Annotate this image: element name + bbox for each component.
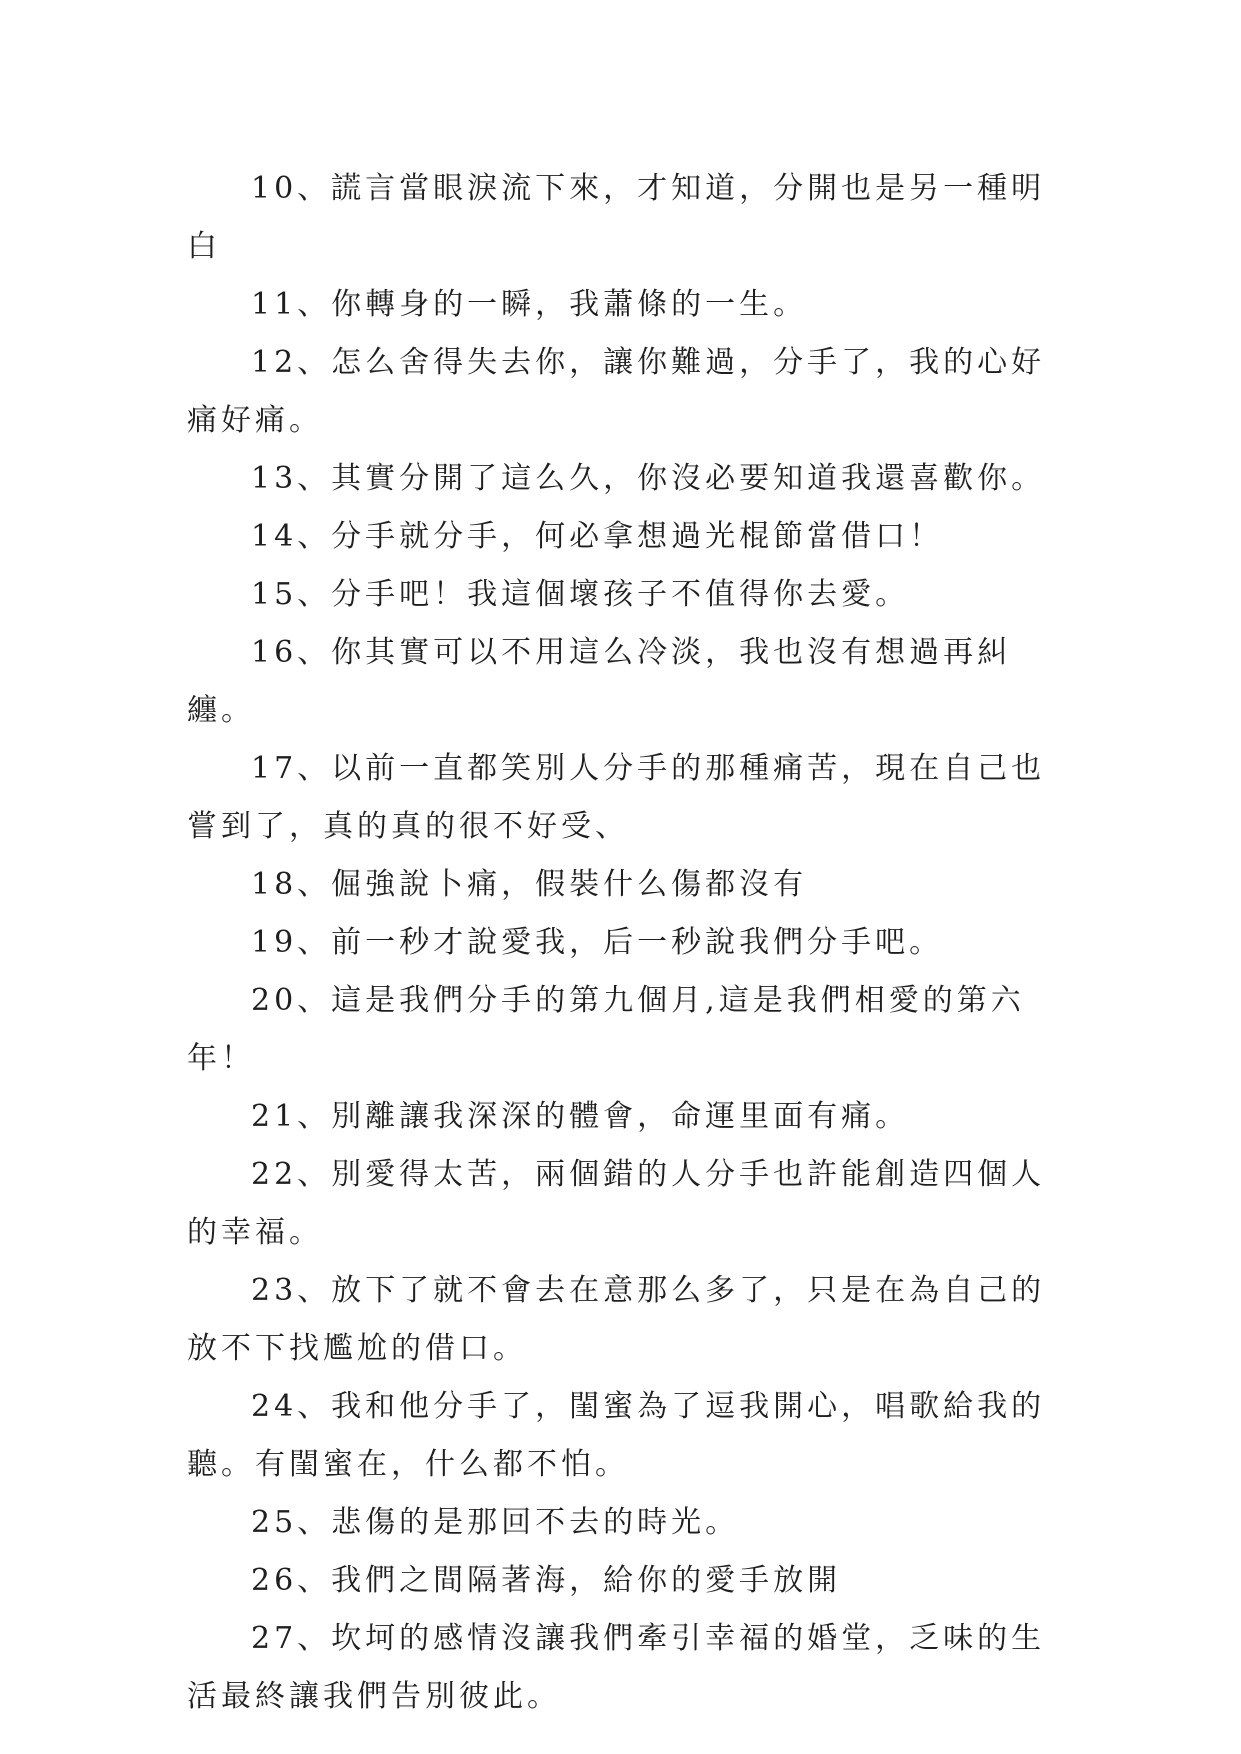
paragraph-15: 15、分手吧！我這個壞孩子不值得你去愛。 (251, 577, 910, 612)
paragraph-21: 21、別離讓我深深的體會，命運里面有痛。 (251, 1099, 910, 1134)
paragraph-18: 18、倔強說卜痛，假裝什么傷都沒有 (251, 867, 808, 902)
paragraph-13: 13、其實分開了這么久，你沒必要知道我還喜歡你。 (251, 461, 1046, 496)
paragraph-10: 10、謊言當眼淚流下來，才知道，分開也是另一種明白 (187, 171, 1046, 264)
paragraph-24: 24、我和他分手了，閨蜜為了逗我開心，唱歌給我的聽。有閨蜜在，什么都不怕。 (187, 1389, 1046, 1482)
paragraph-17: 17、以前一直都笑別人分手的那種痛苦，現在自己也嘗到了，真的真的很不好受、 (187, 751, 1046, 844)
document-body (187, 160, 1055, 1726)
paragraph-26: 26、我們之間隔著海，給你的愛手放開 (251, 1563, 842, 1598)
paragraph-27: 27、坎坷的感情沒讓我們牽引幸福的婚堂，乏味的生活最終讓我們告別彼此。 (187, 1621, 1046, 1714)
paragraph-23: 23、放下了就不會去在意那么多了，只是在為自己的放不下找尷尬的借口。 (187, 1273, 1046, 1366)
paragraph-25: 25、悲傷的是那回不去的時光。 (251, 1505, 740, 1540)
paragraph-16: 16、你其實可以不用這么冷淡，我也沒有想過再糾纏。 (187, 635, 1012, 728)
paragraph-12: 12、怎么舍得失去你，讓你難過，分手了，我的心好痛好痛。 (187, 345, 1046, 438)
paragraph-11: 11、你轉身的一瞬，我蕭條的一生。 (251, 287, 808, 322)
paragraph-20: 20、這是我們分手的第九個月,這是我們相愛的第六年！ (187, 983, 1025, 1076)
paragraph-22: 22、別愛得太苦，兩個錯的人分手也許能創造四個人的幸福。 (187, 1157, 1046, 1250)
paragraph-19: 19、前一秒才說愛我，后一秒說我們分手吧。 (251, 925, 944, 960)
paragraph-14: 14、分手就分手，何必拿想過光棍節當借口！ (251, 519, 944, 554)
